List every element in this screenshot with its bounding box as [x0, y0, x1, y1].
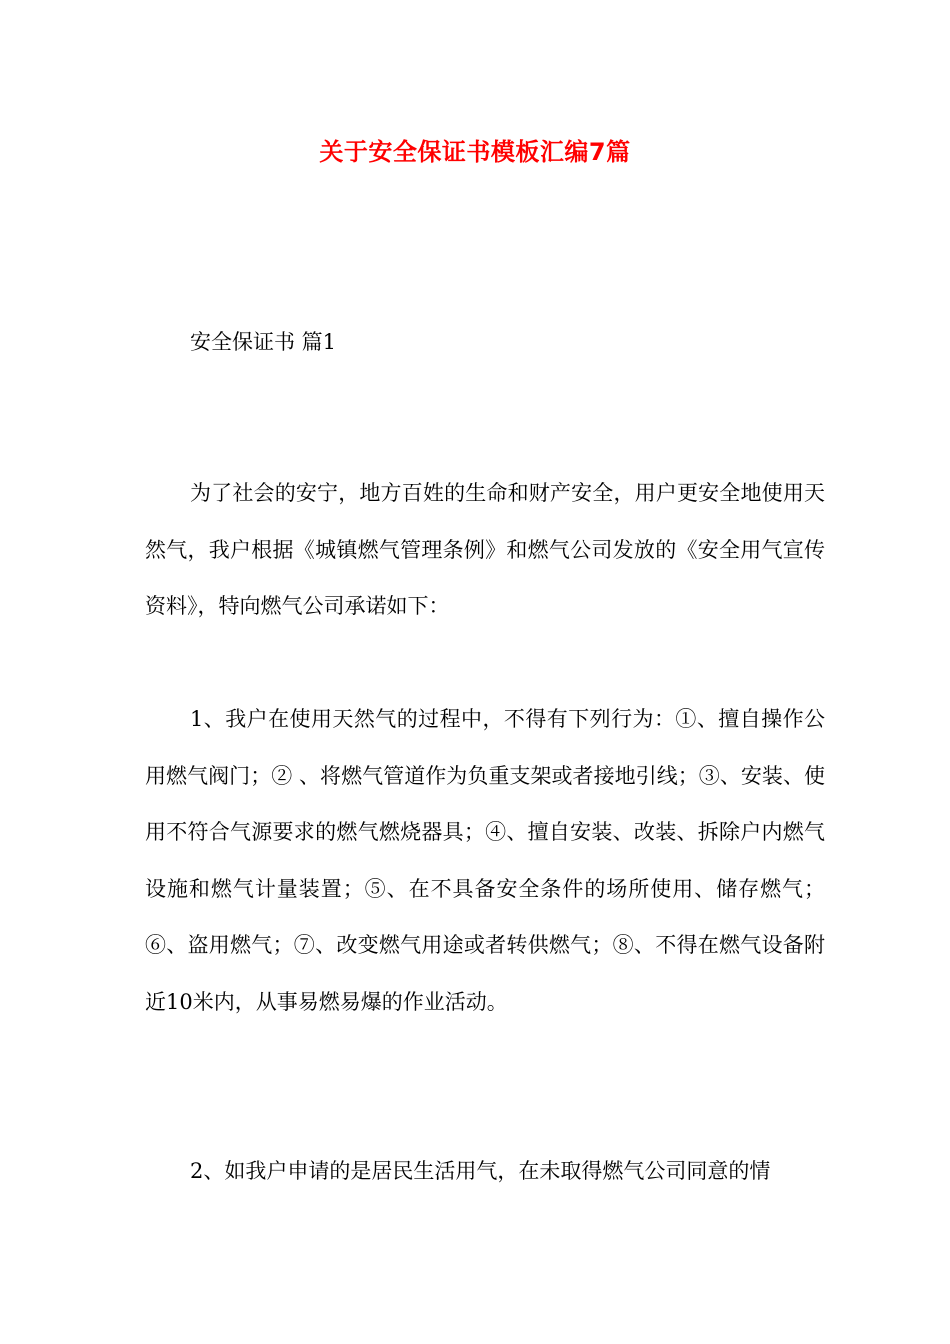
section-heading: 安全保证书 篇1 [190, 330, 337, 354]
paragraph-intro: 为了社会的安宁，地方百姓的生命和财产安全，用户更安全地使用天然气，我户根据《城镇燃气管理条例》和燃气公司发放的《安全用气宣传资料》，特向燃气公司承诺如下： [145, 481, 825, 618]
paragraph-item-1: 1、我户在使用天然气的过程中，不得有下列行为：①、擅自操作公用燃气阀门；② 、将燃气管道作为负重支架或者接地引线；③、安装、使用不符合气源要求的燃气燃烧器具；④、擅自安装、改装、拆除户内燃气设施和燃气计量装置；⑤、在不具备安全条件的场所使用、储存燃气；⑥、盗用燃气；⑦、改变燃气用途或者转供燃气；⑧、不得在燃气设备附近10米内，从事易燃易爆的作业活动。 [145, 707, 825, 1014]
paragraph-item-2: 2、如我户申请的是居民生活用气，在未取得燃气公司同意的情 [190, 1159, 771, 1183]
document-title: 关于安全保证书模板汇编7篇 [319, 138, 631, 166]
